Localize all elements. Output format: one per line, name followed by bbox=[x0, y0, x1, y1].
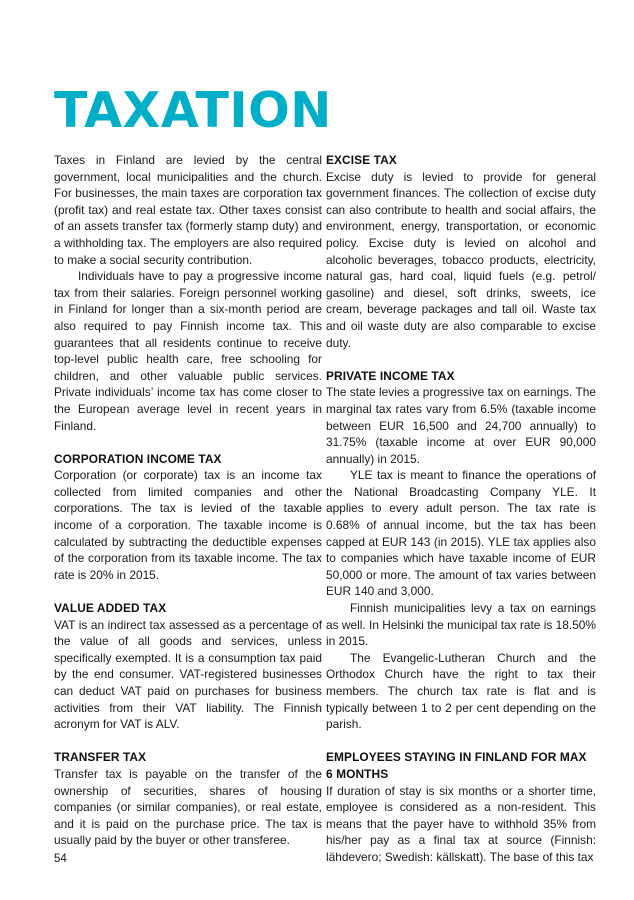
section-heading: TRANSFER TAX bbox=[54, 750, 147, 765]
section-paragraph: Excise duty is levied to provide for general government finances. The collection of excise duty can also contribute to health and social affairs, the environment, energy, transportation, or economic policy. Excise duty is levied on alcohol and alcoholic beverages, tobacco products, electricity, natural gas, hard coal, liquid fuels (e.g. petrol/ gasoline) and diesel, soft drinks, sweets, ice cream, beverage packages and tall oil. Waste tax and oil waste duty are also comparable to excise duty. bbox=[326, 169, 596, 350]
employees-max-6-months-section bbox=[326, 749, 596, 865]
right-column bbox=[326, 152, 596, 882]
intro-paragraph: Individuals have to pay a progressive income tax from their salaries. Foreign personnel working in Finland for longer than a six-month period are also required to pay Finnish income tax. This guarantees that all residents continue to receive top-level public health care, free schooling for children, and other valuable public services. Private individuals’ income tax has come closer to the European average level in recent years in Finland. bbox=[54, 269, 322, 433]
section-paragraph: Corporation (or corporate) tax is an income tax collected from limited companies and other corporations. The tax is levied of the taxable income of a corporation. The taxable income is calculated by subtracting the deductible expenses of the corporation from its taxable income. The tax rate is 20% in 2015. bbox=[54, 468, 322, 582]
value-added-tax-section bbox=[54, 600, 322, 733]
section-paragraph: The Evangelic-Lutheran Church and the Orthodox Church have the right to tax their members. The church tax rate is flat and is typically between 1 to 2 per cent depending on the parish. bbox=[326, 650, 596, 732]
section-paragraph: YLE tax is meant to finance the operations of the National Broadcasting Company YLE. It applies to every adult person. The tax rate is 0.68% of annual income, but the tax has been capped at EUR 143 (in 2015). YLE tax applies also to companies which have taxable income of EUR 50,000 or more. The amount of tax varies between EUR 140 and 3,000. bbox=[326, 468, 596, 599]
intro-paragraph: Taxes in Finland are levied by the central government, local municipalities and the church. For businesses, the main taxes are corporation tax (profit tax) and real estate tax. Other taxes consist of an assets transfer tax (formerly stamp duty) and a withholding tax. The employers are also required to make a social security contribution. bbox=[54, 153, 322, 267]
section-paragraph: If duration of stay is six months or a shorter time, employee is considered as a non-resident. This means that the payer have to withhold 35% from his/her pay as a final tax at source (Finnish: lähdevero; Swedish: källskatt). The base of this tax bbox=[326, 783, 596, 864]
excise-tax-section bbox=[326, 152, 596, 351]
corporation-income-tax-section bbox=[54, 451, 322, 584]
section-heading: VALUE ADDED TAX bbox=[54, 601, 167, 616]
section-heading: EMPLOYEES STAYING IN FINLAND FOR MAX 6 MONTHS bbox=[326, 750, 587, 781]
intro-section bbox=[54, 152, 322, 434]
section-paragraph: The state levies a progressive tax on earnings. The marginal tax rates vary from 6.5% (taxable income between EUR 16,500 and 24,700 annually) to 31.75% (taxable income at over EUR 90,000 annually) in 2015. bbox=[326, 385, 596, 466]
section-heading: EXCISE TAX bbox=[326, 153, 397, 167]
section-paragraph: Finnish municipalities levy a tax on earnings as well. In Helsinki the municipal tax rate is 18.50% in 2015. bbox=[326, 601, 596, 649]
private-income-tax-section bbox=[326, 368, 596, 733]
section-heading: PRIVATE INCOME TAX bbox=[326, 368, 455, 383]
section-paragraph: VAT is an indirect tax assessed as a percentage of the value of all goods and services, unless specifically exempted. It is a consumption tax paid by the end consumer. VAT-registered businesses can deduct VAT paid on purchases for business activities from their VAT liability. The Finnish acronym for VAT is ALV. bbox=[54, 617, 322, 732]
page-number: 54 bbox=[54, 853, 67, 865]
section-heading: CORPORATION INCOME TAX bbox=[54, 451, 222, 466]
left-column bbox=[54, 152, 322, 866]
page-title: TAXATION bbox=[54, 82, 332, 139]
transfer-tax-section bbox=[54, 749, 322, 849]
section-paragraph: Transfer tax is payable on the transfer of the ownership of securities, shares of housing companies (or similar companies), or real estate, and it is paid on the purchase price. The tax is usually paid by the buyer or other transferee. bbox=[54, 766, 322, 848]
